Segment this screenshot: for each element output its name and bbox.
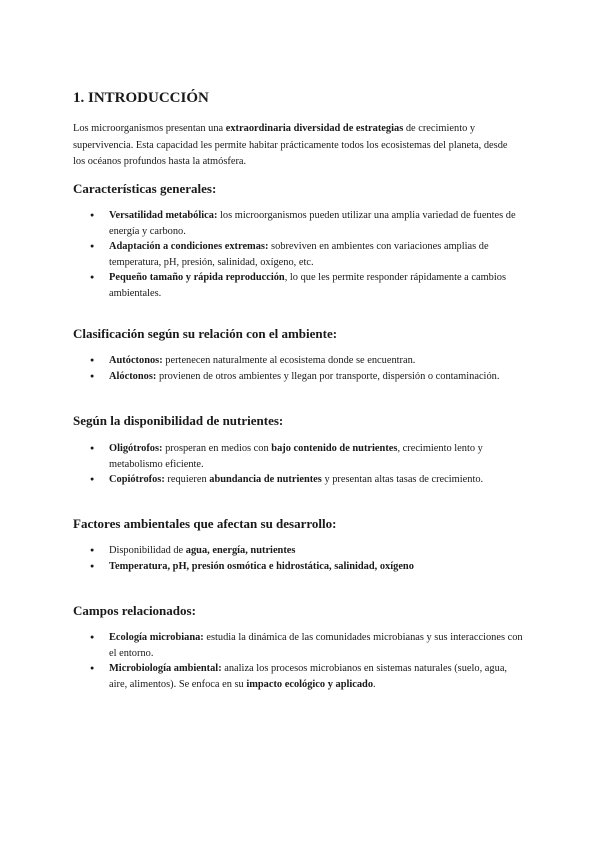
list-factores: [73, 543, 523, 574]
item-bold-2: abundancia de nutrientes: [209, 474, 322, 485]
list-item: [73, 661, 523, 692]
intro-paragraph: [73, 121, 513, 171]
list-item: [73, 559, 523, 575]
list-caracteristicas: [73, 208, 523, 301]
item-bold: Adaptación a condiciones extremas:: [109, 241, 269, 252]
heading-clasificacion: Clasificación según su relación con el ambiente:: [73, 326, 338, 341]
list-item: [73, 543, 523, 559]
item-text-2: y presentan altas tasas de crecimiento.: [321, 474, 484, 485]
intro-text-2: de crecimiento y supervivencia. Esta capacidad les permite habitar prácticamente todos los ecosistemas del planeta, desde los océanos profundos hasta la atmósfera.: [73, 123, 508, 167]
heading-campos: Campos relacionados:: [73, 603, 196, 618]
item-text: prosperan en medios con: [162, 443, 272, 454]
list-item: [73, 270, 523, 301]
item-text: provienen de otros ambientes y llegan por transporte, dispersión o contaminación.: [156, 370, 500, 382]
item-bold: Microbiología ambiental:: [109, 663, 222, 674]
item-bold: agua, energía, nutrientes: [185, 545, 296, 556]
item-bold: Oligótrofos:: [109, 443, 163, 454]
list-nutrientes: [73, 441, 523, 488]
intro-text: Los microorganismos presentan una: [73, 123, 226, 134]
item-text-2: , crecimiento lento y metabolismo eficiente.: [109, 443, 483, 470]
item-bold: Autóctonos:: [109, 355, 163, 366]
list-item: [73, 472, 523, 488]
item-text: Disponibilidad de: [109, 545, 186, 556]
item-bold: Copiótrofos:: [109, 474, 165, 485]
list-item: [73, 369, 543, 385]
item-text: los microorganismos pueden utilizar una amplia variedad de fuentes de energía y carbono.: [109, 210, 516, 237]
item-bold: Alóctonos:: [109, 370, 157, 382]
list-item: [73, 208, 523, 239]
item-text: requieren: [164, 474, 210, 485]
list-clasificacion: [73, 353, 543, 384]
item-bold: Versatilidad metabólica:: [109, 210, 218, 221]
list-item: [73, 630, 523, 661]
item-text: sobreviven en ambientes con variaciones amplias de temperatura, pH, presión, salinidad, oxígeno, etc.: [109, 241, 489, 268]
list-item: [73, 441, 523, 472]
list-campos: [73, 630, 523, 692]
heading-caracteristicas: Características generales:: [73, 181, 217, 196]
item-bold: Temperatura, pH, presión osmótica e hidrostática, salinidad, oxígeno: [109, 560, 414, 572]
item-bold: Pequeño tamaño y rápida reproducción: [109, 272, 285, 283]
item-bold-2: impacto ecológico y aplicado: [246, 678, 374, 690]
item-text: pertenecen naturalmente al ecosistema donde se encuentran.: [162, 355, 416, 366]
page-title: 1. INTRODUCCIÓN: [73, 90, 209, 106]
item-text: analiza los procesos microbianos en sistemas naturales (suelo, agua, aire, alimentos). Se enfoca en su: [109, 663, 508, 690]
heading-nutrientes: Según la disponibilidad de nutrientes:: [73, 413, 284, 428]
list-item: [73, 239, 523, 270]
item-text: , lo que les permite responder rápidamente a cambios ambientales.: [109, 272, 507, 299]
item-text-2: .: [373, 678, 376, 690]
item-text: estudia la dinámica de las comunidades microbianas y sus interacciones con el entorno.: [109, 632, 523, 659]
list-item: [73, 353, 543, 369]
intro-bold: extraordinaria diversidad de estrategias: [225, 123, 404, 134]
item-bold-2: bajo contenido de nutrientes: [271, 443, 398, 454]
heading-factores: Factores ambientales que afectan su desarrollo:: [73, 516, 337, 531]
item-bold: Ecología microbiana:: [109, 632, 204, 643]
